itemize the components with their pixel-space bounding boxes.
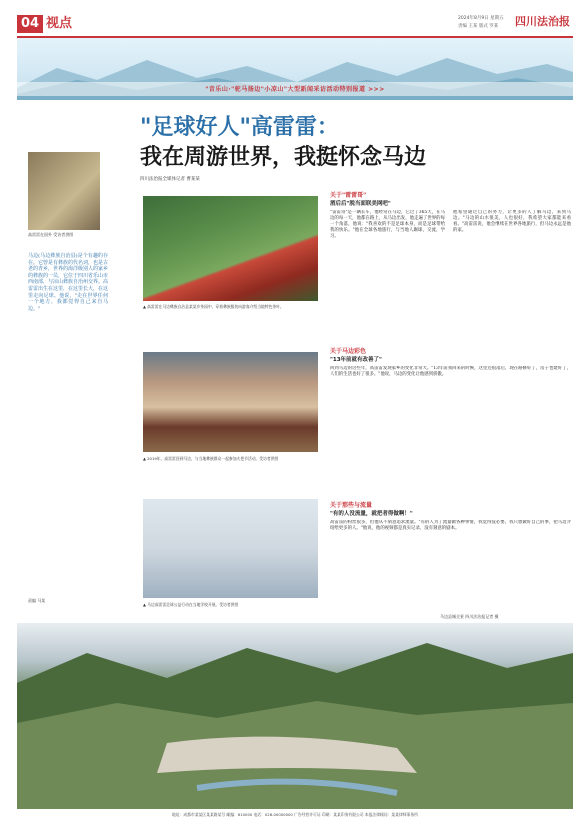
byline: 四川法治报全媒体记者 曹某某	[140, 177, 200, 182]
section3-body: 高雷雷的粉丝很多，但他从不刻意追求流量。"有的人为了流量做各种事情，我觉得没必要。我只想做好自己的事，把马边介绍给更多的人。"他说，他的视频都是真实记录，没有刻意的剧本。	[330, 520, 571, 531]
photo3-caption: ▲ 马边高雷雷足球公益行动在当地学校开展。受访者供图	[143, 602, 239, 607]
photo-tea-garden	[143, 196, 318, 301]
town-panorama-photo	[17, 623, 573, 809]
date-line: 2024年8月9日 星期五	[458, 16, 504, 21]
town-illustration	[17, 623, 573, 809]
section2-body: 回到马边的这些年，高雷雷发现家乡的变化非常大。"13年前我回来的时候，这里还很落后，现在路修好了，房子也建好了，人们的生活也好了很多。"他说，马边的变化让他感到骄傲。	[330, 366, 571, 377]
headline-line2: 我在周游世界，我挺怀念马边	[140, 144, 427, 170]
section-name: 视点	[46, 16, 73, 31]
section1-title: 关于"雷雷哥"	[330, 192, 367, 199]
editor-note: 责编 马某	[28, 598, 46, 603]
section3-title: 关于那些与流量	[330, 502, 373, 509]
section2-title: 关于马边彩色	[330, 348, 367, 355]
lead-text: 马边(马边彝族自治县)是个有趣的存在。它曾是有彝族的代名词，也是古老的青乡，世界的海洋级别人的家乡的彝族的一员，它位于四川省乐山市西南部，与凉山彝族自治州交界。高雷雷出生在这里，在这里长大，在这里走向足球。他说，"走在世界任何一个地方，我都觉得自己来自马边。"	[28, 253, 109, 312]
footer: 地址：成都市某某区某某路某号 邮编：610000 电话：028-00000000 广告经营许可证 印刷：某某印务有限公司 本报法律顾问：某某律师事务所	[172, 812, 418, 817]
editor-line: 责编 王某 版式 罗某	[458, 24, 499, 29]
section1-body: "雷雷哥"是一辆长车，他经常在马边，它过了365天，在马边的每一天，他都在路上，从马边出发，他走遍了世界的每一个角落，他说："我喜欢的不是足球本身，而是足球带给我的快乐。"他在全球各地旅行，与当地人踢球，交流，学习。	[330, 210, 445, 239]
lead-photo-caption: 高雷雷在国外 受访者供图	[28, 232, 74, 237]
section3-head: "有的人没流量，就把者得做啊！"	[330, 511, 413, 517]
page-number: 04	[17, 15, 43, 33]
banner-campaign: "音乐山·"驼马扬边"小凉山"大型新闻采访活动特别报道 >>>	[205, 86, 385, 93]
section2-head: "13年前就有改善了"	[330, 357, 382, 363]
headline-line1: "足球好人"高雷雷：	[140, 114, 339, 140]
lead-photo	[28, 152, 100, 230]
photo2-caption: ▲ 2019年，高雷雷回到马边，与当地彝族群众一起参加火把节活动。受访者供图	[143, 456, 279, 461]
paper-name: 四川法治报	[515, 15, 570, 28]
photo1-caption: ▲ 高雷雷在马边彝族自治县某某乡茶园中，穿着彝族服装向游客介绍当地特色茶叶。	[143, 304, 284, 309]
photo-school-hall	[143, 499, 318, 598]
section1-head: 酒后后"脱当面联美网吧"	[330, 201, 391, 207]
right-column-body: 他希望通过自己的努力，让更多的人了解马边，来到马边。"马边的山水很美，人也很好，我希望大家都能来看看。"高雷雷说，他会继续在世界各地旅行，但马边永远是他的家。	[453, 210, 571, 233]
photo-festival-group	[143, 352, 318, 452]
bottom-photo-credit: 马边县城全景 四川法治报记者 摄	[440, 614, 499, 619]
